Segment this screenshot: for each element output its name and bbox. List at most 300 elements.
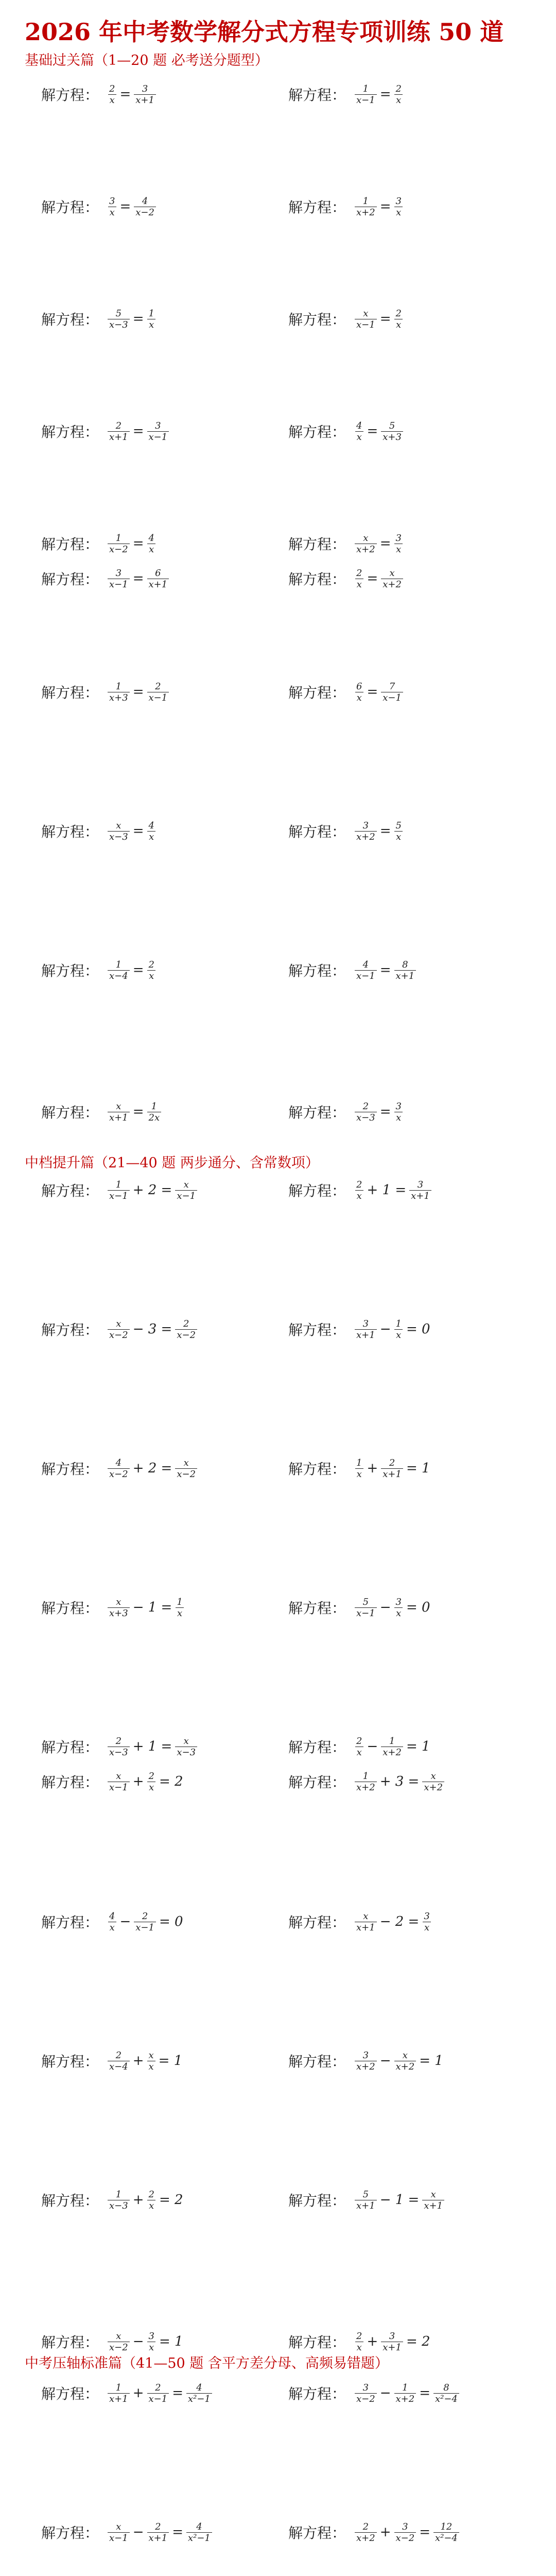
problem-item [41, 301, 158, 337]
fraction-numerator: 2 [356, 2330, 362, 2342]
equation-term: = [132, 571, 144, 586]
fraction-denominator: x+2 [422, 1782, 444, 1793]
fraction-numerator: 2 [115, 2049, 122, 2061]
fraction [355, 959, 377, 981]
problem-item [41, 526, 158, 562]
fraction-denominator: x [147, 831, 155, 842]
fraction-numerator: 5 [362, 2189, 369, 2200]
problem-label: 解方程： [288, 199, 346, 216]
fraction-numerator: 1 [356, 1457, 362, 1468]
equation [106, 1318, 199, 1341]
equation-term: = [367, 423, 378, 439]
fraction-denominator: x−2 [108, 544, 130, 555]
equation [106, 820, 158, 842]
fraction [422, 1771, 444, 1793]
fraction-numerator: x [430, 2189, 436, 2200]
fraction [394, 83, 403, 106]
problem-label: 解方程： [41, 1600, 99, 1617]
fraction-numerator: 3 [424, 1910, 430, 1922]
fraction-numerator: 1 [177, 1596, 183, 1607]
problem-row [0, 301, 556, 337]
fraction [422, 1911, 431, 1933]
fraction [355, 1597, 377, 1619]
fraction-denominator: x²−1 [186, 2393, 212, 2404]
equation-term: = 1 [159, 2334, 183, 2349]
fraction-denominator: x−1 [381, 692, 403, 703]
fraction [381, 568, 403, 590]
fraction-numerator: x [116, 820, 121, 831]
fraction-denominator: x−3 [175, 1747, 197, 1758]
fraction [147, 2050, 155, 2072]
fraction [355, 2521, 377, 2544]
fraction-numerator: 5 [115, 308, 122, 319]
fraction-numerator: 3 [115, 567, 122, 579]
fraction-denominator: x [355, 431, 363, 443]
problem-item [288, 674, 405, 710]
problem-label: 解方程： [288, 2385, 346, 2402]
fraction [147, 420, 169, 443]
problem-row [0, 561, 556, 597]
problem-item [41, 1728, 199, 1765]
problem-item [288, 561, 405, 597]
problem-item [41, 2514, 214, 2550]
fraction [186, 2382, 212, 2404]
fraction-denominator: x+2 [355, 207, 377, 218]
fraction [355, 1318, 377, 1341]
problem-label: 解方程： [41, 571, 99, 588]
fraction-denominator: x−3 [108, 1747, 130, 1758]
fraction-numerator: 3 [155, 420, 161, 431]
problem-item [41, 1589, 186, 1625]
equation [106, 1101, 163, 1123]
fraction [134, 1911, 156, 1933]
fraction-numerator: 4 [148, 820, 154, 831]
equation-term: = [419, 2385, 430, 2401]
fraction-denominator: x+1 [355, 1329, 377, 1341]
fraction-numerator: x [389, 567, 395, 579]
fraction [355, 196, 377, 218]
fraction-denominator: x−2 [355, 2393, 377, 2404]
fraction-denominator: x [147, 2342, 155, 2353]
page-title: 2026 年中考数学解分式方程专项训练 50 道 [25, 18, 504, 46]
fraction [108, 1179, 130, 1201]
problem-item [41, 813, 158, 849]
problem-label: 解方程： [288, 571, 346, 588]
fraction-numerator: 3 [395, 1100, 402, 1112]
fraction-numerator: 3 [142, 83, 148, 94]
fraction-denominator: x−3 [108, 831, 130, 842]
fraction [108, 2189, 130, 2211]
problem-row [0, 76, 556, 112]
fraction-numerator: 2 [395, 308, 402, 319]
equation [353, 2331, 432, 2353]
fraction-numerator: 2 [356, 1735, 362, 1747]
fraction-numerator: 3 [389, 2330, 395, 2342]
equation-term: = [132, 684, 144, 700]
fraction [108, 2382, 130, 2404]
equation [353, 2050, 445, 2072]
fraction [355, 681, 363, 703]
problem-row [0, 2514, 556, 2550]
equation [353, 308, 405, 330]
fraction [134, 196, 156, 218]
fraction-denominator: x+1 [355, 1922, 377, 1933]
problem-row [0, 526, 556, 562]
fraction-denominator: x+1 [108, 2393, 130, 2404]
equation [353, 196, 405, 218]
fraction-denominator: x−2 [394, 2532, 416, 2544]
fraction-denominator: x+1 [147, 2532, 169, 2544]
fraction-denominator: x−1 [355, 1607, 377, 1619]
equation-term: = [379, 536, 391, 551]
fraction-denominator: x−3 [355, 1112, 377, 1123]
fraction-numerator: 3 [395, 532, 402, 544]
fraction-denominator: x+3 [381, 431, 403, 443]
fraction-numerator: 1 [362, 83, 369, 94]
equation-term: = [367, 684, 378, 700]
problem-label: 解方程： [288, 1739, 346, 1756]
problem-row [0, 952, 556, 988]
fraction [108, 2331, 130, 2353]
equation [353, 1458, 432, 1480]
fraction-numerator: 4 [362, 959, 369, 970]
problem-row [0, 674, 556, 710]
fraction [394, 1101, 403, 1123]
equation-term: = [379, 199, 391, 214]
fraction-denominator: x+1 [355, 2200, 377, 2211]
fraction-numerator: 5 [362, 1596, 369, 1607]
problem-label: 解方程： [41, 1739, 99, 1756]
fraction [355, 308, 377, 330]
fraction-denominator: x [394, 1112, 403, 1123]
equation-term: = [132, 823, 144, 839]
problem-label: 解方程： [288, 1182, 346, 1199]
fraction-denominator: x+2 [355, 831, 377, 842]
problem-item [41, 561, 170, 597]
problem-label: 解方程： [288, 684, 346, 701]
fraction [147, 681, 169, 703]
fraction [175, 1736, 197, 1758]
fraction-numerator: 2 [155, 2521, 161, 2532]
fraction-numerator: 1 [115, 1179, 122, 1190]
fraction-denominator: x [147, 319, 155, 330]
fraction [394, 2382, 416, 2404]
problem-label: 解方程： [41, 2053, 99, 2070]
fraction-numerator: 1 [362, 1770, 369, 1782]
equation [106, 1597, 186, 1619]
fraction-numerator: x [183, 1179, 189, 1190]
problem-item [41, 1172, 199, 1208]
problem-row [0, 1311, 556, 1347]
problem-item [288, 1764, 446, 1800]
fraction-denominator: x+2 [355, 2532, 377, 2544]
equation-term: − [379, 1321, 391, 1337]
fraction [394, 959, 416, 981]
fraction [147, 2331, 156, 2353]
section-heading: 基础过关篇（1—20 题 必考送分题型） [25, 53, 269, 69]
fraction-denominator: x+1 [394, 970, 416, 981]
problem-label: 解方程： [288, 536, 346, 553]
equation [353, 83, 405, 106]
equation [353, 2521, 461, 2544]
problem-label: 解方程： [41, 1461, 99, 1478]
problem-label: 解方程： [41, 962, 99, 979]
fraction [147, 308, 156, 330]
fraction [381, 2331, 403, 2353]
equation [106, 83, 158, 106]
problem-row [0, 1764, 556, 1800]
fraction-denominator: x [176, 1607, 184, 1619]
fraction [355, 1179, 363, 1201]
fraction-numerator: 12 [440, 2521, 453, 2532]
fraction-denominator: x²−4 [433, 2393, 459, 2404]
fraction-numerator: x [116, 1100, 121, 1112]
problem-label: 解方程： [288, 1104, 346, 1121]
fraction-numerator: 1 [148, 308, 154, 319]
fraction-numerator: 2 [115, 1735, 122, 1747]
fraction [355, 533, 377, 555]
equation [106, 959, 158, 981]
equation [106, 2331, 185, 2353]
equation-term: + [367, 2334, 378, 2349]
fraction-numerator: 3 [362, 2382, 369, 2393]
equation-term: = 2 [159, 2192, 183, 2208]
fraction [147, 820, 156, 842]
fraction-numerator: 2 [362, 1100, 369, 1112]
fraction-denominator: x [147, 544, 155, 555]
problem-row [0, 1904, 556, 1940]
fraction-denominator: x−1 [147, 2393, 169, 2404]
problem-item [41, 1094, 163, 1130]
problem-label: 解方程： [288, 2192, 346, 2209]
fraction-denominator: x−2 [108, 1329, 130, 1341]
problem-row [0, 1450, 556, 1486]
equation [106, 2521, 214, 2544]
problem-label: 解方程： [288, 2524, 346, 2541]
fraction [355, 2189, 377, 2211]
problem-label: 解方程： [41, 423, 99, 440]
fraction-denominator: x [147, 2200, 155, 2211]
fraction [422, 2189, 444, 2211]
equation [353, 2189, 446, 2211]
fraction [108, 1101, 130, 1123]
problem-item [288, 813, 405, 849]
fraction-numerator: 2 [356, 567, 362, 579]
fraction [433, 2521, 459, 2544]
fraction-numerator: x [402, 2049, 408, 2061]
problem-item [288, 952, 418, 988]
fraction-denominator: x+1 [108, 431, 130, 443]
problem-item [288, 413, 405, 449]
fraction-numerator: x [363, 1910, 369, 1922]
problem-label: 解方程： [41, 2385, 99, 2402]
fraction-denominator: x−4 [108, 2061, 130, 2072]
equation-term: = 0 [406, 1600, 430, 1615]
equation-term: = [132, 311, 144, 327]
equation [353, 1736, 432, 1758]
problem-label: 解方程： [288, 962, 346, 979]
fraction [147, 1101, 162, 1123]
equation-term: = [172, 2385, 183, 2401]
fraction-denominator: x−1 [355, 94, 377, 106]
fraction-denominator: x [147, 1782, 155, 1793]
equation-term: + [132, 2385, 144, 2401]
equation [353, 959, 418, 981]
problem-item [41, 413, 170, 449]
fraction-denominator: x+2 [394, 2393, 416, 2404]
fraction-numerator: 3 [148, 2330, 154, 2342]
problem-label: 解方程： [41, 2334, 99, 2351]
problem-row [0, 2182, 556, 2218]
equation-term: = [172, 2524, 183, 2540]
equation-term: = [379, 87, 391, 102]
problem-label: 解方程： [288, 823, 346, 840]
problem-label: 解方程： [288, 311, 346, 328]
equation [106, 1771, 185, 1793]
equation-term: = 1 [406, 1739, 430, 1754]
fraction-denominator: x−2 [175, 1468, 197, 1480]
problem-label: 解方程： [41, 1104, 99, 1121]
fraction [108, 1736, 130, 1758]
fraction-numerator: 3 [362, 820, 369, 831]
fraction [355, 2331, 363, 2353]
equation-term: = 0 [406, 1321, 430, 1337]
problem-item [41, 952, 158, 988]
problem-label: 解方程： [41, 536, 99, 553]
problem-label: 解方程： [41, 199, 99, 216]
fraction [108, 420, 130, 443]
fraction-denominator: x+2 [355, 1782, 377, 1793]
section-heading: 中档提升篇（21—40 题 两步通分、含常数项） [25, 1155, 319, 1171]
fraction [394, 1597, 403, 1619]
fraction-numerator: 8 [443, 2382, 449, 2393]
fraction [108, 820, 130, 842]
fraction-denominator: x−3 [108, 319, 130, 330]
equation-term: + 2 = [132, 1182, 172, 1198]
problem-item [41, 1450, 199, 1486]
fraction-denominator: x [355, 692, 363, 703]
equation-term: = [379, 311, 391, 327]
equation [106, 533, 158, 555]
fraction-numerator: 2 [148, 959, 154, 970]
problem-label: 解方程： [41, 684, 99, 701]
fraction [108, 568, 130, 590]
fraction-denominator: x+2 [394, 2061, 416, 2072]
fraction-denominator: x [355, 1747, 363, 1758]
fraction-denominator: x [108, 1922, 116, 1933]
problem-label: 解方程： [288, 2053, 346, 2070]
problem-item [41, 76, 158, 112]
fraction [108, 83, 116, 106]
fraction-denominator: x [394, 94, 403, 106]
fraction [108, 2521, 130, 2544]
fraction [108, 1597, 130, 1619]
fraction-numerator: 1 [115, 681, 122, 692]
equation [106, 2382, 214, 2404]
fraction-denominator: x²−4 [433, 2532, 459, 2544]
fraction-denominator: x−2 [134, 207, 156, 218]
equation-term: − [132, 2334, 144, 2349]
problem-item [41, 1764, 185, 1800]
fraction-numerator: 5 [395, 820, 402, 831]
fraction-denominator: x [355, 2342, 363, 2353]
fraction-numerator: 1 [115, 532, 122, 544]
fraction-denominator: x [394, 1329, 403, 1341]
fraction-denominator: x−3 [108, 2200, 130, 2211]
equation [106, 196, 158, 218]
fraction-denominator: x−2 [108, 1468, 130, 1480]
problem-item [288, 1311, 432, 1347]
equation-term: = [119, 199, 131, 214]
equation-term: + [132, 1774, 144, 1789]
fraction-numerator: 1 [115, 2382, 122, 2393]
fraction-numerator: 6 [155, 567, 161, 579]
fraction [175, 1179, 197, 1201]
equation [106, 568, 170, 590]
fraction [186, 2521, 212, 2544]
fraction-numerator: 3 [417, 1179, 424, 1190]
fraction-numerator: x [116, 2521, 121, 2532]
fraction-numerator: 2 [356, 1179, 362, 1190]
fraction [381, 1458, 403, 1480]
fraction-denominator: x+1 [381, 1468, 403, 1480]
equation [353, 420, 405, 443]
equation-term: = [419, 2524, 430, 2540]
fraction-denominator: x−1 [108, 579, 130, 590]
problem-item [288, 1094, 405, 1130]
fraction-numerator: 2 [142, 1910, 148, 1922]
fraction [355, 568, 363, 590]
equation-term: = [119, 87, 131, 102]
problem-item [41, 674, 170, 710]
fraction-denominator: x−1 [355, 319, 377, 330]
equation [353, 1771, 446, 1793]
fraction [147, 568, 169, 590]
problem-item [288, 1172, 433, 1208]
fraction-denominator: x−1 [108, 1190, 130, 1201]
equation-term: + [379, 2524, 391, 2540]
fraction [108, 308, 130, 330]
problem-label: 解方程： [288, 1914, 346, 1931]
fraction-denominator: x+2 [381, 579, 403, 590]
problem-item [288, 1450, 432, 1486]
equation [106, 420, 170, 443]
fraction [108, 959, 130, 981]
fraction-numerator: 1 [151, 1100, 158, 1112]
equation-term: + 3 = [379, 1774, 420, 1789]
equation [106, 1911, 185, 1933]
fraction [394, 1318, 403, 1341]
fraction-denominator: x−2 [175, 1329, 197, 1341]
equation-term: + 1 = [367, 1182, 407, 1198]
equation-term: − [119, 1914, 131, 1929]
problem-row [0, 189, 556, 225]
fraction [394, 820, 403, 842]
fraction-numerator: 4 [115, 1457, 122, 1468]
fraction-numerator: 3 [395, 195, 402, 207]
fraction-denominator: x+2 [355, 2061, 377, 2072]
equation [353, 533, 405, 555]
fraction-numerator: x [116, 1596, 121, 1607]
problem-item [288, 2514, 461, 2550]
fraction-numerator: x [116, 2330, 121, 2342]
fraction-numerator: 3 [362, 2049, 369, 2061]
fraction-denominator: x+1 [422, 2200, 444, 2211]
fraction [394, 196, 403, 218]
problem-label: 解方程： [41, 1774, 99, 1791]
problem-item [288, 2043, 445, 2079]
fraction-denominator: x+3 [108, 692, 130, 703]
